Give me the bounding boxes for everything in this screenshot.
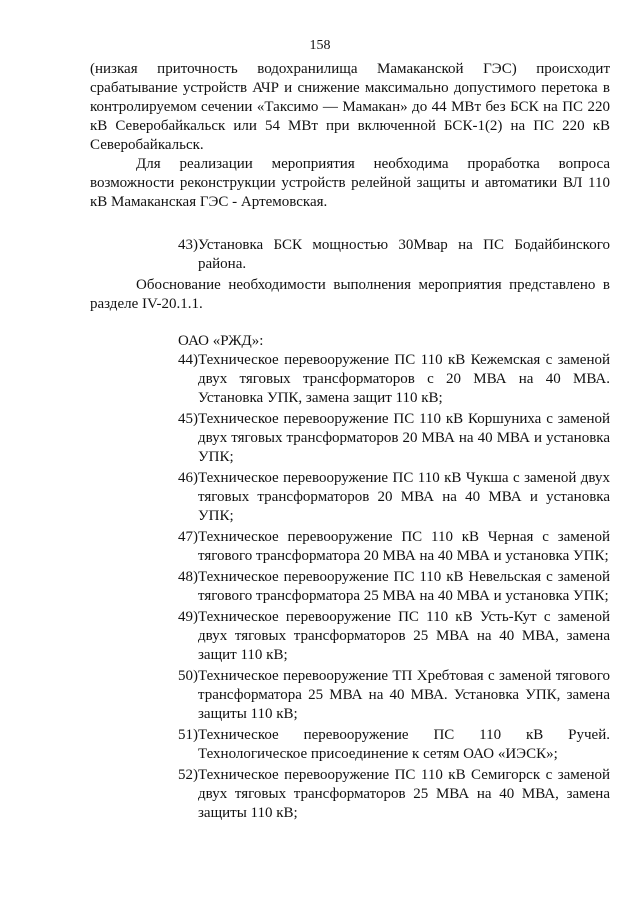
list-item-number: 44)	[178, 352, 198, 368]
list-item	[90, 236, 610, 274]
list-item-number: 46)	[178, 470, 198, 486]
page-number: 158	[309, 38, 331, 53]
list-item	[90, 351, 610, 408]
list-item-text: Техническое перевооружение ПС 110 кВ Черная с заменой тягового трансформатора 20 МВА на 40 МВА и установка УПК;	[198, 529, 610, 564]
list-item	[90, 528, 610, 566]
list-item-text: Установка БСК мощностью 30Мвар на ПС Бодайбинского района.	[198, 237, 610, 272]
list-item-text: Техническое перевооружение ПС 110 кВ Невельская с заменой тягового трансформатора 25 МВА на 40 МВА и установка УПК;	[198, 569, 610, 604]
list-item-number: 47)	[178, 529, 198, 545]
list-item	[90, 667, 610, 724]
list-item-number: 48)	[178, 569, 198, 585]
list-item	[90, 766, 610, 823]
list-item	[90, 469, 610, 526]
list-item	[90, 608, 610, 665]
list-item-number: 52)	[178, 767, 198, 783]
list-item-text: Техническое перевооружение ПС 110 кВ Усть-Кут с заменой двух тяговых трансформаторов 25 МВА на 40 МВА, замена защит 110 кВ;	[198, 609, 610, 663]
paragraph: Для реализации мероприятия необходима проработка вопроса возможности реконструкции устройств релейной защиты и автоматики ВЛ 110 кВ Мамаканская ГЭС - Артемовская.	[90, 156, 610, 210]
organization-label: ОАО «РЖД»:	[178, 333, 264, 349]
measures-list	[90, 351, 610, 823]
list-item-text: Техническое перевооружение ПС 110 кВ Семигорск с заменой двух тяговых трансформаторов 25 МВА на 40 МВА, замена защиты 110 кВ;	[198, 767, 610, 821]
spacer	[90, 212, 610, 236]
list-item-number: 49)	[178, 609, 198, 625]
list-item-text: Техническое перевооружение ПС 110 кВ Коршуниха с заменой двух тяговых трансформаторов 20 МВА на 40 МВА и установка УПК;	[198, 411, 610, 465]
list-item	[90, 410, 610, 467]
document-body	[90, 60, 610, 825]
list-item-text: Техническое перевооружение ПС 110 кВ Чукша с заменой двух тяговых трансформаторов 20 МВА на 40 МВА и установка УПК;	[198, 470, 610, 524]
list-item	[90, 568, 610, 606]
list-item-text: Техническое перевооружение ПС 110 кВ Кежемская с заменой двух тяговых трансформаторов с 20 МВА на 40 МВА. Установка УПК, замена защит 110 кВ;	[198, 352, 610, 406]
list-item-number: 45)	[178, 411, 198, 427]
paragraph: (низкая приточность водохранилища Мамаканской ГЭС) происходит срабатывание устройств АЧР и снижение максимально допустимого перетока в контролируемом сечении «Таксимо — Мамакан» до 44 МВт без БСК на ПС 220 кВ Северобайкальск или 54 МВт при включенной БСК-1(2) на ПС 220 кВ Северобайкальск.	[90, 61, 610, 153]
list-item	[90, 726, 610, 764]
list-item-text: Техническое перевооружение ТП Хребтовая с заменой тягового трансформатора 25 МВА на 40 МВА. Установка УПК, замена защиты 110 кВ;	[198, 668, 610, 722]
list-item-number: 50)	[178, 668, 198, 684]
list-item-text: Техническое перевооружение ПС 110 кВ Ручей. Технологическое присоединение к сетям ОАО «ИЭСК»;	[198, 727, 610, 762]
paragraph-justification: Обоснование необходимости выполнения мероприятия представлено в разделе IV-20.1.1.	[90, 277, 610, 312]
list-item-number: 51)	[178, 727, 198, 743]
list-item-number: 43)	[178, 237, 198, 253]
spacer	[90, 314, 610, 332]
